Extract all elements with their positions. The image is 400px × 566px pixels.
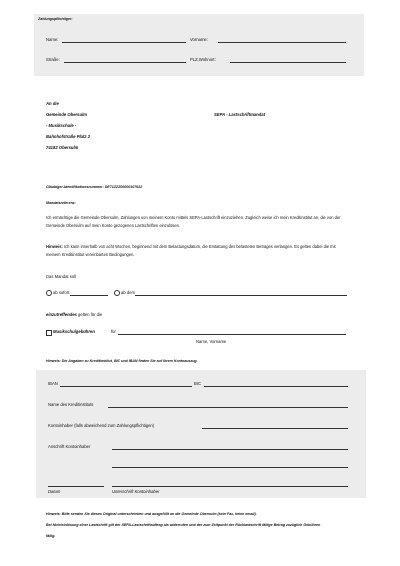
- strasse-label: Straße:: [46, 57, 60, 62]
- date-field[interactable]: [48, 486, 104, 487]
- mandate-reference-label: Mandatsreferenz:: [46, 201, 76, 205]
- recipient-line-2: Gemeinde Obersulm: [46, 112, 87, 117]
- option-from-radio[interactable]: [114, 290, 120, 296]
- creditor-id: Gläubiger-Identifikationsnummer: DE71ZZZ00000107622: [46, 185, 143, 189]
- payer-heading: Zahlungspflichtiger:: [38, 17, 73, 21]
- bic-field[interactable]: [204, 386, 348, 387]
- bank-note: Hinweis: Die Angaben zu Kreditinstitut, BIC und IBAN finden Sie auf Ihrem Kontoauszug.: [46, 359, 198, 363]
- recipient-line-1: An die: [46, 101, 59, 106]
- form-title: SEPA - Lastschriftmandat: [214, 112, 265, 117]
- bank-section: [36, 370, 366, 498]
- footer-line-2: Bei Nichteinlösung einer Lastschrift gilt der SEPA-Lastschriftauftrag als widerrufen und der zum Zeitpunkt der Rücklastschrift fällige Betrag zuzüglich Gebühren: [46, 523, 321, 527]
- signature-label: Unterschrift Kontoinhaber: [112, 489, 160, 494]
- recipient-line-4: Bahnhofstraße Platz 2: [46, 134, 90, 139]
- option-from-date-field[interactable]: [135, 295, 347, 296]
- option-immediate-label: ab sofort: [53, 290, 70, 295]
- fee-for-label: für: [111, 329, 116, 334]
- date-label: Datum: [48, 489, 61, 494]
- bic-label: BIC: [194, 381, 201, 386]
- option-immediate-radio[interactable]: [46, 290, 52, 296]
- fee-name-caption: Name, Vorname: [196, 339, 227, 344]
- applies-suffix: gelten für die: [76, 312, 103, 317]
- signature-field[interactable]: [112, 486, 348, 487]
- fee-checkbox[interactable]: [46, 330, 52, 336]
- institute-label: Name des Kreditinstituts: [48, 402, 94, 407]
- option-immediate-underline: [70, 295, 108, 296]
- institute-field[interactable]: [108, 407, 348, 408]
- holder-label: Kontoinhaber (falls abweichend zum Zahlungspflichtigen): [48, 423, 155, 428]
- name-field[interactable]: [62, 42, 186, 43]
- note-text: Ich kann innerhalb von acht Wochen, beginnend mit dem Belastungsdatum, die Erstattung des belasteten Betrages verlangen. Es gelten dabei die mit meinem Kreditinstitut vereinbarten Bedingungen.: [46, 244, 336, 257]
- vorname-field[interactable]: [218, 42, 346, 43]
- strasse-field[interactable]: [64, 62, 186, 63]
- iban-field[interactable]: [60, 386, 192, 387]
- address-label: Anschrift Kontoinhaber: [48, 444, 91, 449]
- payer-section: [34, 14, 364, 76]
- address-field-1[interactable]: [112, 449, 348, 450]
- plz-field[interactable]: [230, 62, 346, 63]
- fee-name-field[interactable]: [118, 334, 346, 335]
- note-paragraph: [46, 243, 346, 258]
- note-label: Hinweis:: [46, 244, 63, 249]
- recipient-line-5: 74182 Obersulm: [46, 145, 79, 150]
- authorization-text: Ich ermächtige die Gemeinde Obersulm, Zahlungen von meinem Konto mittels SEPA-Lastschrift einzuziehen. Zugleich weise ich mein Kreditinstitut an, die von der Gemeinde Obersulm auf mein Konto gezogenen Lastschriften einzulösen.: [46, 215, 341, 228]
- applies-prefix: einzutreffendes: [46, 312, 77, 317]
- address-field-2[interactable]: [112, 467, 348, 468]
- applies-text: [46, 313, 102, 317]
- name-label: Name:: [46, 37, 59, 42]
- vorname-label: Vorname:: [190, 37, 208, 42]
- footer-line-1: Hinweis: Bitte senden Sie dieses Original unterschrieben und ausgefüllt an die Gemeinde Obersulm (kein Fax, keine email).: [46, 512, 257, 516]
- iban-label: IBAN: [48, 381, 58, 386]
- recipient-line-3: - Musikschule -: [46, 123, 77, 128]
- option-from-label: ab dem: [121, 290, 135, 295]
- footer-line-3: fällig.: [46, 534, 56, 538]
- fee-label: Musikschulgebühren: [53, 329, 95, 334]
- mandate-label: Das Mandat soll: [46, 274, 77, 279]
- plz-label: PLZ,Wohnort:: [190, 57, 216, 62]
- holder-field[interactable]: [202, 428, 348, 429]
